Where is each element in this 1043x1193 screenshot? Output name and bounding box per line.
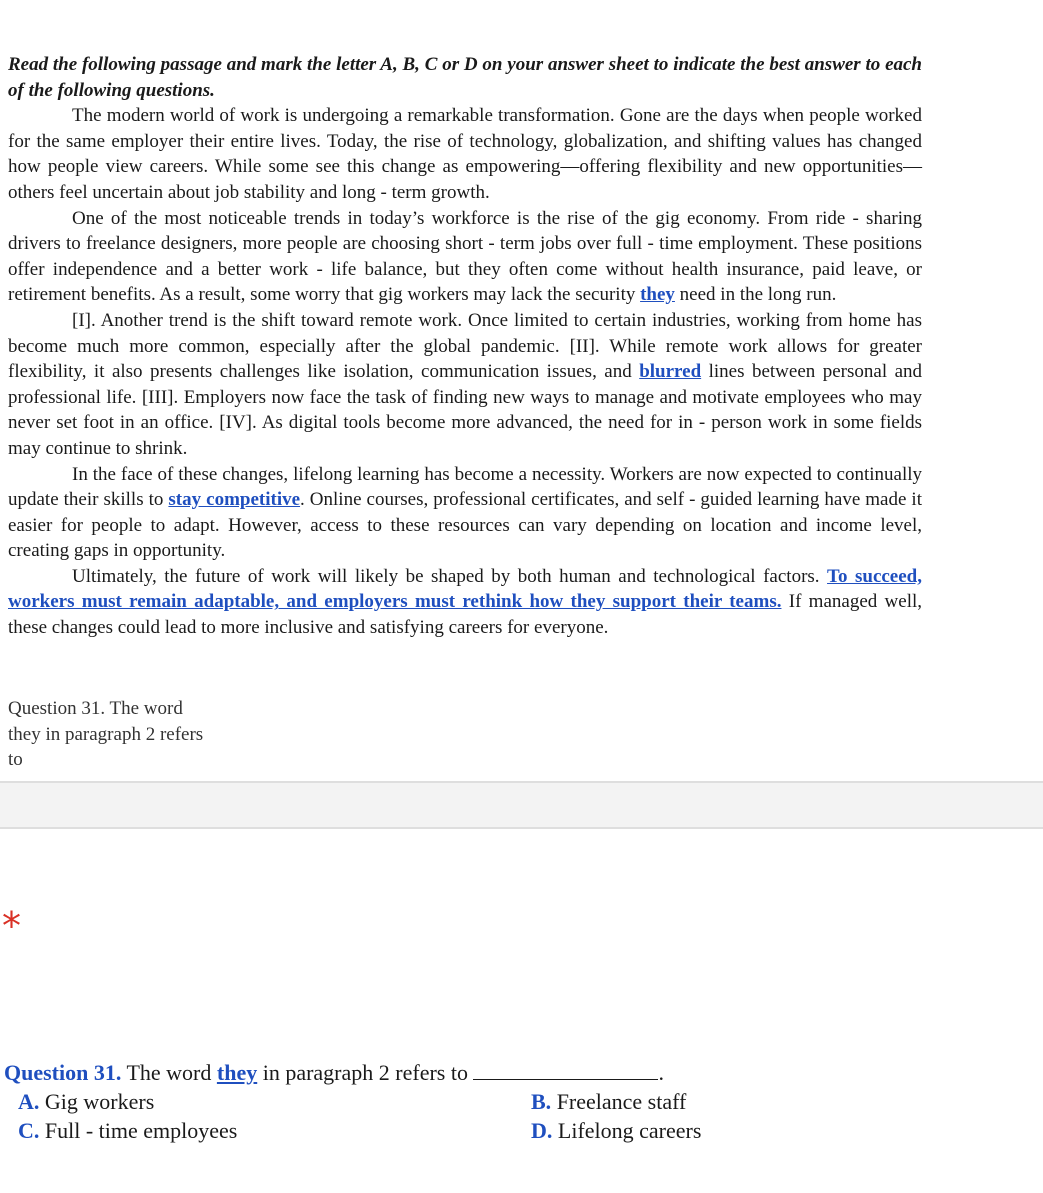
question-number: Question 31. xyxy=(4,1060,122,1085)
option-c[interactable]: C. Full - time employees xyxy=(18,1118,238,1143)
paragraph-2: One of the most noticeable trends in today’s workforce is the rise of the gig economy. From ride - sharing drivers to freelance designers, more people are choosing short - term jobs over full - time employment. These positions offer independence and a better work - life balance, but they often come without health insurance, paid leave, or retirement benefits. As a result, some worry that gig workers may lack the security they need in the long run. xyxy=(8,207,922,306)
question-31: Question 31. The word they in paragraph 2 refers to . xyxy=(4,1060,664,1085)
instructions: Read the following passage and mark the letter A, B, C or D on your answer sheet to indicate the best answer to each of the following questions. xyxy=(8,54,922,101)
answer-blank xyxy=(473,1059,658,1080)
option-a[interactable]: A. Gig workers xyxy=(18,1089,155,1114)
clipped-question-line: Question 31. The word they in paragraph 2 refers to xyxy=(8,698,204,771)
paragraph-4: In the face of these changes, lifelong learning has become a necessity. Workers are now expected to continually update their skills to stay competitive. Online courses, professional certificates, and self - guided learning have made it easier for people to adapt. However, access to these resources can vary depending on location and income level, creating gaps in opportunity. xyxy=(8,463,922,562)
question-highlight-they: they xyxy=(216,1060,258,1085)
highlight-blurred: blurred xyxy=(639,361,702,383)
option-d[interactable]: D. Lifelong careers xyxy=(531,1118,702,1143)
required-marker: * xyxy=(2,904,21,948)
highlight-stay-competitive: stay competitive xyxy=(168,489,301,511)
paragraph-3: [I]. Another trend is the shift toward remote work. Once limited to certain industries, working from home has become much more common, especially after the global pandemic. [II]. While remote work allows for greater flexibility, it also presents challenges like isolation, communication issues, and blurred lines between personal and professional life. [III]. Employers now face the task of finding new ways to manage and motivate employees who may never set foot in an office. [IV]. As digital tools become more advanced, the need for in - person work in some fields may continue to shrink. xyxy=(8,309,922,459)
highlight-they: they xyxy=(640,284,675,306)
highlight-last-sentence: To succeed, workers must remain adaptable, and employers must rethink how they support their teams. xyxy=(8,565,922,613)
section-divider xyxy=(0,781,1043,829)
paragraph-5: Ultimately, the future of work will likely be shaped by both human and technological factors. To succeed, workers must remain adaptable, and employers must rethink how they support their teams. If managed well, these changes could lead to more inclusive and satisfying careers for everyone. xyxy=(8,565,922,639)
option-b[interactable]: B. Freelance staff xyxy=(531,1089,687,1114)
reading-passage xyxy=(8,52,922,641)
paragraph-1: The modern world of work is undergoing a remarkable transformation. Gone are the days when people worked for the same employer their entire lives. Today, the rise of technology, globalization, and shifting values has changed how people view careers. While some see this change as empowering—offering flexibility and new opportunities—others feel uncertain about job stability and long - term growth. xyxy=(8,105,922,203)
